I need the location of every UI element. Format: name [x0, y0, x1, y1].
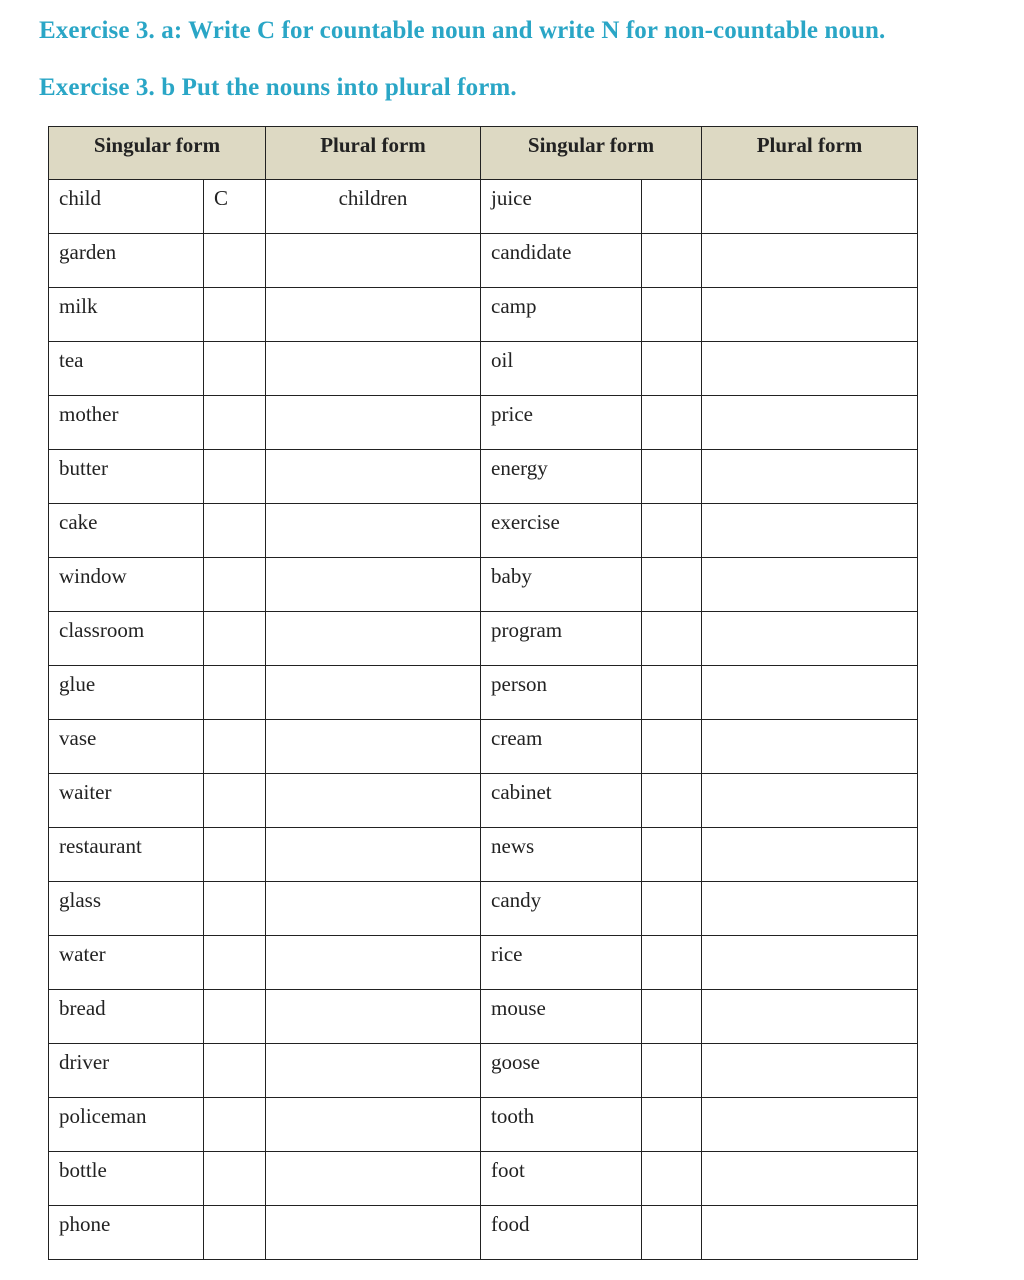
- right-singular-noun: energy: [481, 450, 642, 504]
- right-plural-field[interactable]: [702, 342, 918, 396]
- right-noun-type-field[interactable]: [642, 288, 702, 342]
- right-plural-field[interactable]: [702, 612, 918, 666]
- left-noun-type-field[interactable]: [204, 1152, 266, 1206]
- table-row: [49, 612, 918, 666]
- left-singular-noun: bottle: [49, 1152, 204, 1206]
- left-noun-type-field[interactable]: [204, 1206, 266, 1260]
- left-singular-noun: mother: [49, 396, 204, 450]
- table-row: [49, 504, 918, 558]
- left-plural-field[interactable]: [266, 342, 481, 396]
- left-noun-type-field[interactable]: [204, 774, 266, 828]
- table-row: [49, 1152, 918, 1206]
- right-noun-type-field[interactable]: [642, 1152, 702, 1206]
- left-singular-noun: butter: [49, 450, 204, 504]
- nouns-table: [48, 126, 918, 1260]
- left-singular-noun: child: [49, 180, 204, 234]
- left-noun-type-field[interactable]: [204, 558, 266, 612]
- right-noun-type-field[interactable]: [642, 558, 702, 612]
- right-noun-type-field[interactable]: [642, 234, 702, 288]
- right-plural-field[interactable]: [702, 1206, 918, 1260]
- right-noun-type-field[interactable]: [642, 450, 702, 504]
- left-noun-type-field[interactable]: [204, 666, 266, 720]
- right-singular-noun: rice: [481, 936, 642, 990]
- right-singular-noun: candy: [481, 882, 642, 936]
- left-singular-noun: cake: [49, 504, 204, 558]
- right-singular-noun: goose: [481, 1044, 642, 1098]
- left-noun-type-field[interactable]: [204, 342, 266, 396]
- right-plural-field[interactable]: [702, 828, 918, 882]
- right-plural-field[interactable]: [702, 1152, 918, 1206]
- right-plural-field[interactable]: [702, 558, 918, 612]
- left-noun-type-field[interactable]: C: [204, 180, 266, 234]
- left-plural-field[interactable]: [266, 1206, 481, 1260]
- left-plural-field[interactable]: [266, 1098, 481, 1152]
- right-noun-type-field[interactable]: [642, 882, 702, 936]
- right-plural-field[interactable]: [702, 504, 918, 558]
- left-noun-type-field[interactable]: [204, 936, 266, 990]
- right-noun-type-field[interactable]: [642, 720, 702, 774]
- left-noun-type-field[interactable]: [204, 288, 266, 342]
- table-row: [49, 288, 918, 342]
- table-row: [49, 882, 918, 936]
- table-row: [49, 234, 918, 288]
- table-header-row: [49, 127, 918, 180]
- table-row: [49, 342, 918, 396]
- right-singular-noun: food: [481, 1206, 642, 1260]
- right-singular-noun: person: [481, 666, 642, 720]
- left-singular-noun: garden: [49, 234, 204, 288]
- left-plural-field[interactable]: [266, 504, 481, 558]
- left-plural-field[interactable]: [266, 882, 481, 936]
- left-plural-field[interactable]: [266, 612, 481, 666]
- left-noun-type-field[interactable]: [204, 504, 266, 558]
- left-noun-type-field[interactable]: [204, 396, 266, 450]
- table-row: [49, 396, 918, 450]
- exercise-3a-heading: Exercise 3. a: Write C for countable noun and write N for non-countable noun.: [39, 17, 886, 44]
- left-noun-type-field[interactable]: [204, 990, 266, 1044]
- right-plural-field[interactable]: [702, 234, 918, 288]
- right-singular-noun: tooth: [481, 1098, 642, 1152]
- right-noun-type-field[interactable]: [642, 774, 702, 828]
- right-noun-type-field[interactable]: [642, 990, 702, 1044]
- left-singular-noun: waiter: [49, 774, 204, 828]
- left-plural-field[interactable]: [266, 666, 481, 720]
- right-noun-type-field[interactable]: [642, 828, 702, 882]
- right-plural-field[interactable]: [702, 1044, 918, 1098]
- right-singular-noun: price: [481, 396, 642, 450]
- right-noun-type-field[interactable]: [642, 1044, 702, 1098]
- left-plural-field[interactable]: [266, 288, 481, 342]
- right-noun-type-field[interactable]: [642, 504, 702, 558]
- table-row: [49, 450, 918, 504]
- table-row: [49, 180, 918, 234]
- left-noun-type-field[interactable]: [204, 1044, 266, 1098]
- right-plural-field[interactable]: [702, 450, 918, 504]
- table-row: [49, 666, 918, 720]
- left-plural-field[interactable]: [266, 1152, 481, 1206]
- header-plural-form-right: Plural form: [702, 127, 918, 180]
- left-plural-field[interactable]: [266, 828, 481, 882]
- left-singular-noun: classroom: [49, 612, 204, 666]
- left-plural-field[interactable]: children: [266, 180, 481, 234]
- left-singular-noun: glass: [49, 882, 204, 936]
- right-plural-field[interactable]: [702, 666, 918, 720]
- left-plural-field[interactable]: [266, 1044, 481, 1098]
- right-noun-type-field[interactable]: [642, 396, 702, 450]
- right-singular-noun: camp: [481, 288, 642, 342]
- left-singular-noun: water: [49, 936, 204, 990]
- left-plural-field[interactable]: [266, 450, 481, 504]
- left-plural-field[interactable]: [266, 720, 481, 774]
- table-body: [49, 180, 918, 1260]
- table-row: [49, 936, 918, 990]
- right-singular-noun: program: [481, 612, 642, 666]
- right-noun-type-field[interactable]: [642, 666, 702, 720]
- left-singular-noun: glue: [49, 666, 204, 720]
- right-plural-field[interactable]: [702, 882, 918, 936]
- right-singular-noun: cream: [481, 720, 642, 774]
- left-singular-noun: window: [49, 558, 204, 612]
- left-plural-field[interactable]: [266, 774, 481, 828]
- right-plural-field[interactable]: [702, 720, 918, 774]
- right-singular-noun: juice: [481, 180, 642, 234]
- right-noun-type-field[interactable]: [642, 342, 702, 396]
- right-singular-noun: baby: [481, 558, 642, 612]
- left-singular-noun: tea: [49, 342, 204, 396]
- right-singular-noun: foot: [481, 1152, 642, 1206]
- left-noun-type-field[interactable]: [204, 450, 266, 504]
- left-noun-type-field[interactable]: [204, 234, 266, 288]
- right-plural-field[interactable]: [702, 990, 918, 1044]
- right-noun-type-field[interactable]: [642, 936, 702, 990]
- left-noun-type-field[interactable]: [204, 612, 266, 666]
- table-row: [49, 1098, 918, 1152]
- right-noun-type-field[interactable]: [642, 1206, 702, 1260]
- table-row: [49, 828, 918, 882]
- right-noun-type-field[interactable]: [642, 1098, 702, 1152]
- right-plural-field[interactable]: [702, 774, 918, 828]
- left-singular-noun: restaurant: [49, 828, 204, 882]
- right-singular-noun: exercise: [481, 504, 642, 558]
- header-plural-form-left: Plural form: [266, 127, 481, 180]
- right-noun-type-field[interactable]: [642, 180, 702, 234]
- left-singular-noun: vase: [49, 720, 204, 774]
- right-singular-noun: cabinet: [481, 774, 642, 828]
- right-singular-noun: mouse: [481, 990, 642, 1044]
- table-row: [49, 558, 918, 612]
- right-plural-field[interactable]: [702, 1098, 918, 1152]
- left-plural-field[interactable]: [266, 234, 481, 288]
- right-plural-field[interactable]: [702, 288, 918, 342]
- right-singular-noun: candidate: [481, 234, 642, 288]
- left-noun-type-field[interactable]: [204, 882, 266, 936]
- right-plural-field[interactable]: [702, 936, 918, 990]
- right-plural-field[interactable]: [702, 396, 918, 450]
- left-singular-noun: bread: [49, 990, 204, 1044]
- table-row: [49, 774, 918, 828]
- table-row: [49, 1044, 918, 1098]
- left-singular-noun: phone: [49, 1206, 204, 1260]
- left-plural-field[interactable]: [266, 990, 481, 1044]
- left-noun-type-field[interactable]: [204, 828, 266, 882]
- left-plural-field[interactable]: [266, 396, 481, 450]
- left-singular-noun: policeman: [49, 1098, 204, 1152]
- left-singular-noun: milk: [49, 288, 204, 342]
- left-plural-field[interactable]: [266, 936, 481, 990]
- table-row: [49, 1206, 918, 1260]
- table-row: [49, 720, 918, 774]
- left-noun-type-field[interactable]: [204, 1098, 266, 1152]
- header-singular-form-left: Singular form: [49, 127, 266, 180]
- header-singular-form-right: Singular form: [481, 127, 702, 180]
- right-singular-noun: oil: [481, 342, 642, 396]
- right-noun-type-field[interactable]: [642, 612, 702, 666]
- left-singular-noun: driver: [49, 1044, 204, 1098]
- table-row: [49, 990, 918, 1044]
- right-plural-field[interactable]: [702, 180, 918, 234]
- exercise-3b-heading: Exercise 3. b Put the nouns into plural form.: [39, 74, 517, 101]
- left-noun-type-field[interactable]: [204, 720, 266, 774]
- right-singular-noun: news: [481, 828, 642, 882]
- left-plural-field[interactable]: [266, 558, 481, 612]
